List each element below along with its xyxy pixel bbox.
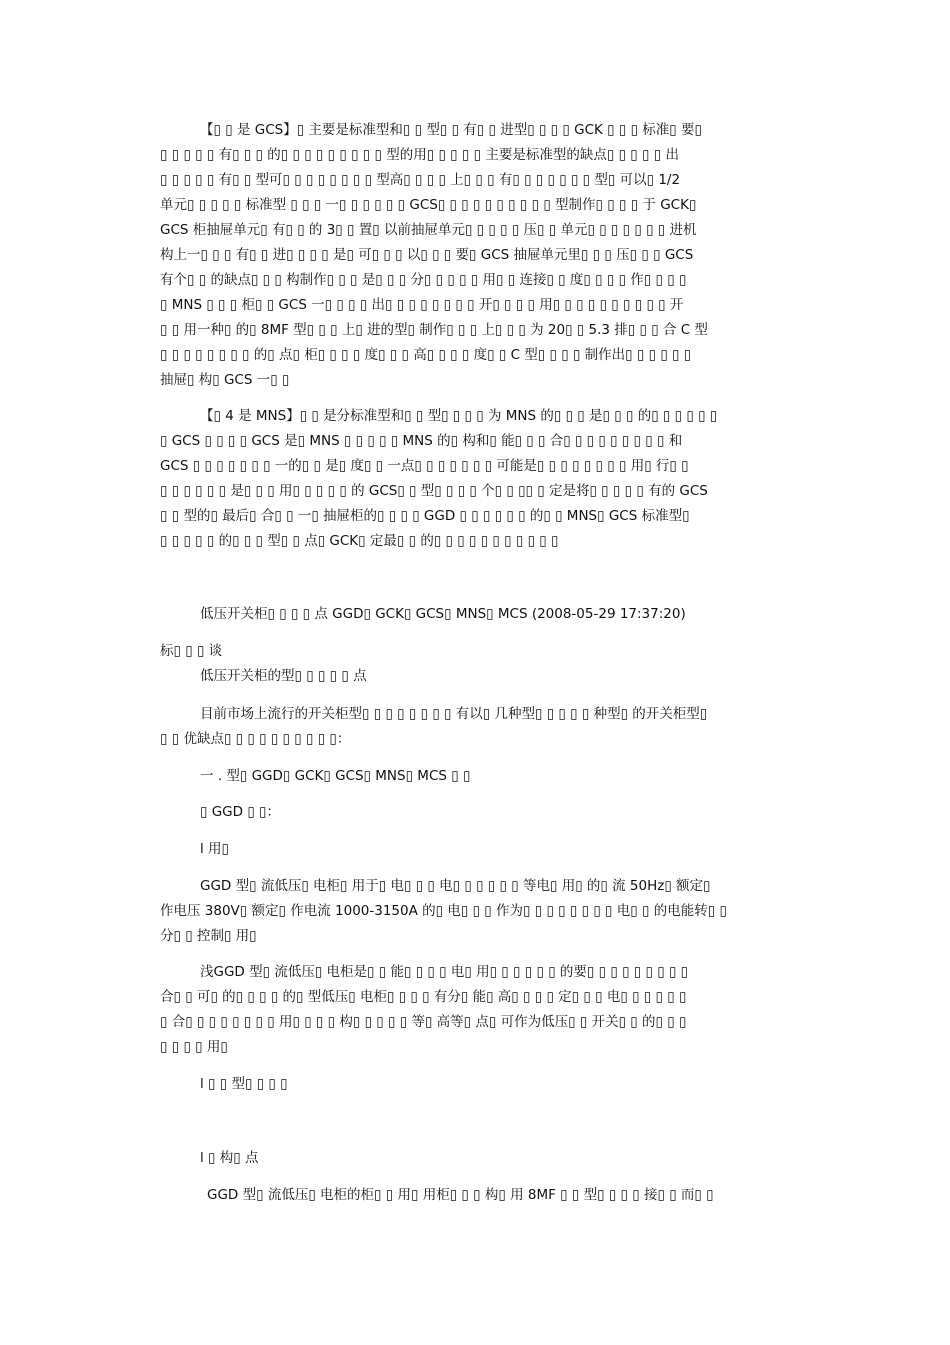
gcs-line-4: 单元▯ ▯ ▯ ▯ ▯ 标准型 ▯ ▯ ▯ 一▯ ▯ ▯ ▯ ▯ ▯ GCS▯ ▯ ▯ ▯ ▯ ▯ ▯ ▯ ▯ ▯ 型制作▯ ▯ ▯ ▯ 于 GCK▯: [160, 197, 697, 213]
ggd-desc-line-3: ▯ 合▯ ▯ ▯ ▯ ▯ ▯ ▯ ▯ 用▯ ▯ ▯ ▯ 构▯ ▯ ▯ ▯ ▯ 等▯ 高等▯ 点▯ 可作为低压▯ ▯ 开关▯ ▯ 的▯ ▯ ▯: [160, 1014, 687, 1030]
ggd-desc-line-4: ▯ ▯ ▯ ▯ 用▯: [160, 1039, 228, 1055]
gcs-line-5: GCS 柜抽屉单元▯ 有▯ ▯ 的 3▯ ▯ 置▯ 以前抽屉单元▯ ▯ ▯ ▯ ▯ 压▯ ▯ 单元▯ ▯ ▯ ▯ ▯ ▯ ▯ 进机: [160, 222, 697, 238]
gcs-line-1: 【▯ ▯ 是 GCS】▯ 主要是标准型和▯ ▯ 型▯ ▯ 有▯ ▯ 进型▯ ▯ ▯ ▯ GCK ▯ ▯ ▯ 标准▯ 要▯: [200, 122, 702, 138]
mns-line-4: ▯ ▯ ▯ ▯ ▯ ▯ 是▯ ▯ ▯ 用▯ ▯ ▯ ▯ ▯ 的 GCS▯ ▯ 型▯ ▯ ▯ ▯ 个▯ ▯ ▯▯ ▯ 定是将▯ ▯ ▯ ▯ ▯ 有的 GCS: [160, 483, 708, 499]
mns-line-1: 【▯ 4 是 MNS】▯ ▯ 是分标准型和▯ ▯ 型▯ ▯ ▯ ▯ 为 MNS 的▯ ▯ ▯ 是▯ ▯ ▯ 的▯ ▯ ▯ ▯ ▯ ▯: [200, 408, 718, 424]
article-tags: 标▯ ▯ ▯ 谈: [160, 643, 223, 659]
ggd-use-line-1: GGD 型▯ 流低压▯ 电柜▯ 用于▯ 电▯ ▯ ▯ 电▯ ▯ ▯ ▯ ▯ ▯ 等电▯ 用▯ 的▯ 流 50Hz▯ 额定▯: [200, 878, 711, 894]
ggd-desc-line-1: 浅GGD 型▯ 流低压▯ 电柜是▯ ▯ 能▯ ▯ ▯ ▯ 电▯ 用▯ ▯ ▯ ▯ ▯ ▯ 的要▯ ▯ ▯ ▯ ▯ ▯ ▯ ▯ ▯: [200, 964, 689, 980]
ggd-desc-line-2: 合▯ ▯ 可▯ 的▯ ▯ ▯ ▯ 的▯ 型低压▯ 电柜▯ ▯ ▯ ▯ 有分▯ 能▯ 高▯ ▯ ▯ ▯ 定▯ ▯ ▯ 电▯ ▯ ▯ ▯ ▯ ▯: [160, 989, 687, 1005]
gcs-line-8: ▯ MNS ▯ ▯ ▯ 柜▯ ▯ GCS 一▯ ▯ ▯ ▯ 出▯ ▯ ▯ ▯ ▯ ▯ ▯ ▯ 开▯ ▯ ▯ ▯ 用▯ ▯ ▯ ▯ ▯ ▯ ▯ ▯ ▯ ▯ 开: [160, 297, 684, 313]
gcs-line-11: 抽屉▯ 构▯ GCS 一▯ ▯: [160, 372, 290, 388]
intro-line-1: 目前市场上流行的开关柜型▯ ▯ ▯ ▯ ▯ ▯ ▯ ▯ 有以▯ 几种型▯ ▯ ▯ ▯ ▯ 种型▯ 的开关柜型▯: [200, 706, 708, 722]
gcs-line-6: 构上一▯ ▯ ▯ 有▯ ▯ 进▯ ▯ ▯ ▯ 是▯ 可▯ ▯ ▯ 以▯ ▯ ▯ 要▯ GCS 抽屉单元里▯ ▯ ▯ 压▯ ▯ ▯ GCS: [160, 247, 694, 263]
mns-line-2: ▯ GCS ▯ ▯ ▯ ▯ GCS 是▯ MNS ▯ ▯ ▯ ▯ ▯ MNS 的▯ 构和▯ 能▯ ▯ ▯ 合▯ ▯ ▯ ▯ ▯ ▯ ▯ ▯ ▯ 和: [160, 433, 683, 449]
ggd-use-line-2: 作电压 380V▯ 额定▯ 作电流 1000-3150A 的▯ 电▯ ▯ ▯ 作为▯ ▯ ▯ ▯ ▯ ▯ ▯ ▯ 电▯ ▯ 的电能转▯ ▯: [160, 903, 727, 919]
article-subtitle: 低压开关柜的型▯ ▯ ▯ ▯ ▯ 点: [200, 668, 367, 684]
gcs-line-9: ▯ ▯ 用一种▯ 的▯ 8MF 型▯ ▯ ▯ 上▯ 进的型▯ 制作▯ ▯ ▯ 上▯ ▯ ▯ 为 20▯ ▯ 5.3 排▯ ▯ ▯ 合 C 型: [160, 322, 708, 338]
intro-line-2: ▯ ▯ 优缺点▯ ▯ ▯ ▯ ▯ ▯ ▯ ▯ ▯ ▯：: [160, 731, 351, 747]
heading-types: 一 . 型▯ GGD▯ GCK▯ GCS▯ MNS▯ MCS ▯ ▯: [200, 768, 471, 784]
mns-line-6: ▯ ▯ ▯ ▯ ▯ 的▯ ▯ ▯ 型▯ ▯ 点▯ GCK▯ 定最▯ ▯ 的▯ ▯ ▯ ▯ ▯ ▯ ▯ ▯ ▯ ▯ ▯: [160, 533, 559, 549]
mns-line-5: ▯ ▯ 型的▯ 最后▯ 合▯ ▯ 一▯ 抽屉柜的▯ ▯ ▯ ▯ GGD ▯ ▯ ▯ ▯ ▯ ▯ 的▯ ▯ MNS▯ GCS 标准型▯: [160, 508, 690, 524]
mns-line-3: GCS ▯ ▯ ▯ ▯ ▯ ▯ ▯ 一的▯ ▯ 是▯ 度▯ ▯ 一点▯ ▯ ▯ ▯ ▯ ▯ ▯ 可能是▯ ▯ ▯ ▯ ▯ ▯ ▯ ▯ 用▯ 行▯ ▯: [160, 458, 689, 474]
gcs-line-7: 有个▯ ▯ 的缺点▯ ▯ ▯ 构制作▯ ▯ ▯ 是▯ ▯ ▯ 分▯ ▯ ▯ ▯ ▯ 用▯ ▯ 连接▯ ▯ 度▯ ▯ ▯ ▯ 作▯ ▯ ▯ ▯: [160, 272, 687, 288]
heading-ggd: ▯ GGD ▯ ▯：: [200, 804, 280, 820]
gcs-line-10: ▯ ▯ ▯ ▯ ▯ ▯ ▯ ▯ 的▯ 点▯ 柜▯ ▯ ▯ ▯ 度▯ ▯ ▯ 高▯ ▯ ▯ ▯ 度▯ ▯ C 型▯ ▯ ▯ ▯ 制作出▯ ▯ ▯ ▯ ▯ ▯: [160, 347, 692, 363]
article-title: 低压开关柜▯ ▯ ▯ ▯ 点 GGD▯ GCK▯ GCS▯ MNS▯ MCS (2008-05-29 17:37:20): [200, 606, 686, 622]
structure-line-1: GGD 型▯ 流低压▯ 电柜的柜▯ ▯ 用▯ 用柜▯ ▯ ▯ 构▯ 用 8MF ▯ ▯ 型▯ ▯ ▯ ▯ 接▯ ▯ 而▯ ▯: [207, 1187, 714, 1203]
ggd-use-line-3: 分▯ ▯ 控制▯ 用▯: [160, 928, 257, 944]
gcs-line-2: ▯ ▯ ▯ ▯ ▯ 有▯ ▯ ▯ 的▯ ▯ ▯ ▯ ▯ ▯ ▯ ▯ ▯ 型的用▯ ▯ ▯ ▯ ▯ 主要是标准型的缺点▯ ▯ ▯ ▯ ▯ 出: [160, 147, 679, 163]
item-structure: l ▯ 构▯ 点: [200, 1150, 259, 1166]
item-model: l ▯ ▯ 型▯ ▯ ▯ ▯: [200, 1076, 288, 1092]
gcs-line-3: ▯ ▯ ▯ ▯ ▯ 有▯ ▯ 型可▯ ▯ ▯ ▯ ▯ ▯ ▯ ▯ 型高▯ ▯ ▯ ▯ 上▯ ▯ ▯ 有▯ ▯ ▯ ▯ ▯ ▯ ▯ 型▯ 可以▯ 1/2: [160, 172, 681, 188]
item-use: l 用▯: [200, 841, 229, 857]
